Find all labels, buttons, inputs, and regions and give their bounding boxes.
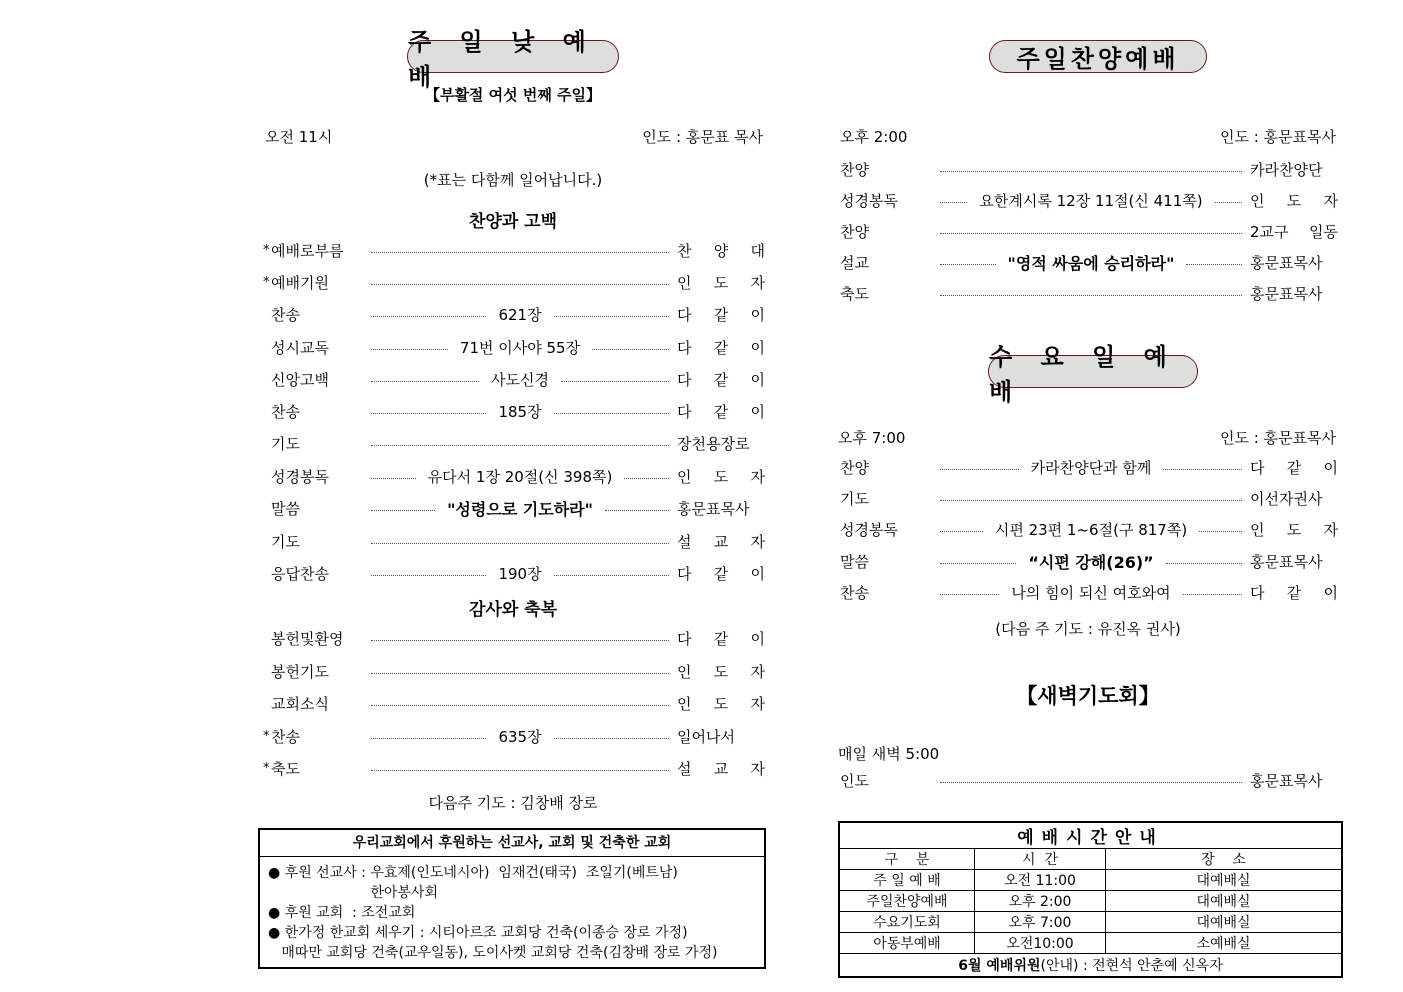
program-row <box>263 530 765 552</box>
schedule-header: 장 소 <box>1106 849 1343 870</box>
dot-leader <box>1163 469 1242 470</box>
praise-time: 오후 2:00 <box>840 128 908 146</box>
program-item-label: 설교 <box>840 253 869 272</box>
program-item-detail: 635장 <box>498 727 542 746</box>
program-item-person: 이선자권사 <box>1250 489 1323 508</box>
program-item-person: 홍문표목사 <box>1250 284 1323 303</box>
wednesday-title: 수 요 일 예 배 <box>988 355 1198 388</box>
schedule-cell: 대예배실 <box>1106 912 1343 933</box>
program-row <box>832 251 1338 273</box>
dot-leader <box>371 252 669 253</box>
dot-leader <box>554 738 669 739</box>
dot-leader <box>561 381 669 382</box>
schedule-cell: 주 일 예 배 <box>839 870 975 891</box>
program-item-person: 다 같 이 <box>1250 583 1338 602</box>
program-item-label: 신앙고백 <box>271 370 329 389</box>
dot-leader <box>940 202 967 203</box>
program-item-label: 기도 <box>840 489 869 508</box>
standing-marker: * <box>263 760 270 776</box>
schedule-cell: 대예배실 <box>1106 891 1343 912</box>
dot-leader <box>554 413 669 414</box>
dot-leader <box>371 316 486 317</box>
praise-time-row <box>840 126 1336 147</box>
program-item-label: 기도 <box>271 532 300 551</box>
program-row <box>263 660 765 682</box>
dot-leader <box>940 563 1016 564</box>
program-item-person: 인 도 자 <box>677 467 766 486</box>
program-row <box>263 239 765 261</box>
schedule-row <box>839 912 1342 933</box>
schedule-row <box>839 933 1342 954</box>
program-item-label: 기도 <box>271 434 300 453</box>
program-item-label: 축도 <box>271 759 300 778</box>
dot-leader <box>371 705 669 706</box>
schedule-footer <box>839 954 1342 978</box>
program-row <box>832 456 1338 478</box>
program-item-person: 다 같 이 <box>677 629 765 648</box>
program-item-label: 응답찬송 <box>271 564 329 583</box>
schedule-header: 시 간 <box>975 849 1106 870</box>
schedule-title: 예배시간안내 <box>839 822 1342 849</box>
next-week-prayer: 다음주 기도 : 김창배 장로 <box>428 794 598 812</box>
schedule-cell: 오전10:00 <box>975 933 1106 954</box>
program-item-person: 설 교 자 <box>677 759 765 778</box>
program-item-label: 찬송 <box>271 727 300 746</box>
program-item-label: 찬송 <box>271 305 300 324</box>
program-item-person: 다 같 이 <box>677 564 765 583</box>
program-item-person: 홍문표목사 <box>1250 253 1323 272</box>
wednesday-time-row <box>838 427 1336 448</box>
program-item-label: 찬양 <box>840 160 869 179</box>
program-item-person: 홍문표목사 <box>1250 771 1323 790</box>
dot-leader <box>1183 594 1242 595</box>
wednesday-next-prayer: (다음 주 기도 : 유진옥 권사) <box>995 620 1181 638</box>
support-line: ● 후원 교회 : 조전교회 <box>268 905 416 921</box>
program-row <box>832 487 1338 509</box>
program-item-person: 인 도 자 <box>677 273 765 292</box>
program-item-person: 홍문표목사 <box>677 499 750 518</box>
schedule-header: 구 분 <box>839 849 975 870</box>
dot-leader <box>1215 202 1242 203</box>
program-item-label: 말씀 <box>271 499 300 518</box>
program-item-label: 축도 <box>840 284 869 303</box>
support-line: ● 한가정 한교회 세우기 : 시티아르조 교회당 건축(이종승 장로 가정) <box>268 925 688 941</box>
dot-leader <box>940 500 1242 501</box>
dot-leader <box>371 673 669 674</box>
program-row <box>832 189 1338 211</box>
program-row <box>263 368 765 390</box>
program-row <box>832 158 1338 180</box>
program-item-detail: 시편 23편 1~6절(구 817쪽) <box>994 520 1188 539</box>
program-item-detail: "성령으로 기도하라" <box>447 499 593 519</box>
program-item-detail: 나의 힘이 되신 여호와여 <box>1011 583 1171 602</box>
sunday-subtitle: 【부활절 여섯 번째 주일】 <box>424 86 602 104</box>
support-line: ● 후원 선교사 : 우효제(인도네시아) 임재건(태국) 조일기(베트남) <box>268 865 678 881</box>
program-item-detail: 카라찬양단과 함께 <box>1030 458 1152 477</box>
program-item-person: 홍문표목사 <box>1250 552 1323 571</box>
program-row <box>263 725 765 747</box>
program-item-person: 다 같 이 <box>677 338 766 357</box>
dot-leader <box>940 782 1242 783</box>
support-line: 한아봉사회 <box>268 885 438 901</box>
program-item-person: 2교구 일동 <box>1250 222 1338 241</box>
program-item-label: 봉헌기도 <box>271 662 329 681</box>
dot-leader <box>371 575 486 576</box>
program-item-person: 찬 양 대 <box>677 241 765 260</box>
program-row <box>263 465 765 487</box>
program-item-detail: "영적 싸움에 승리하라" <box>1007 253 1175 273</box>
program-item-label: 찬송 <box>840 583 869 602</box>
dot-leader <box>1186 264 1242 265</box>
dot-leader <box>371 640 669 641</box>
schedule-cell: 수요기도회 <box>839 912 975 933</box>
program-item-person: 다 같 이 <box>1250 458 1339 477</box>
program-row <box>832 282 1338 304</box>
sunday-time: 오전 11시 <box>265 128 333 146</box>
program-item-person: 설 교 자 <box>677 532 765 551</box>
program-item-person: 인 도 자 <box>1250 520 1339 539</box>
program-row <box>263 271 765 293</box>
program-item-detail: “시편 강해(26)” <box>1028 552 1154 572</box>
schedule-cell: 아동부예배 <box>839 933 975 954</box>
dot-leader <box>940 264 996 265</box>
schedule-cell: 오전 11:00 <box>975 870 1106 891</box>
program-item-detail: 71번 이사야 55장 <box>459 338 581 357</box>
program-item-detail: 요한계시록 12장 11절(신 411쪽) <box>979 191 1203 210</box>
program-item-person: 장천용장로 <box>677 434 750 453</box>
dot-leader <box>605 510 669 511</box>
dot-leader <box>624 478 669 479</box>
program-item-label: 성경봉독 <box>840 191 898 210</box>
program-item-label: 성시교독 <box>271 338 329 357</box>
dot-leader <box>940 531 983 532</box>
dot-leader <box>940 233 1242 234</box>
schedule-row <box>839 891 1342 912</box>
dot-leader <box>371 543 669 544</box>
schedule-row <box>839 870 1342 891</box>
standing-marker: * <box>263 242 270 258</box>
dot-leader <box>371 349 448 350</box>
program-item-label: 말씀 <box>840 552 869 571</box>
program-item-person: 다 같 이 <box>677 370 765 389</box>
program-item-label: 예배로부름 <box>271 241 344 260</box>
sunday-leader: 인도 : 홍문표 목사 <box>642 128 763 146</box>
dot-leader <box>371 413 486 414</box>
program-row <box>263 432 765 454</box>
dot-leader <box>940 295 1242 296</box>
sunday-time-row <box>265 126 763 147</box>
program-row <box>832 769 1338 791</box>
dot-leader <box>371 510 435 511</box>
dot-leader <box>940 594 999 595</box>
program-item-label: 찬송 <box>271 402 300 421</box>
schedule-table <box>838 821 1343 978</box>
program-row <box>263 562 765 584</box>
program-item-person: 인 도 자 <box>677 662 765 681</box>
program-row <box>832 550 1338 572</box>
program-item-person: 인 도 자 <box>1250 191 1339 210</box>
schedule-footer-text: (안내) : 전현석 안춘예 신옥자 <box>1040 958 1223 974</box>
dot-leader <box>371 445 669 446</box>
program-row <box>832 581 1338 603</box>
section-heading-thanks: 감사와 축복 <box>468 600 558 620</box>
support-box <box>258 828 766 969</box>
program-item-label: 교회소식 <box>271 694 329 713</box>
program-item-label: 봉헌및환영 <box>271 629 344 648</box>
program-row <box>263 692 765 714</box>
dot-leader <box>554 575 669 576</box>
program-item-person: 다 같 이 <box>677 305 765 324</box>
program-row <box>832 518 1338 540</box>
schedule-cell: 주일찬양예배 <box>839 891 975 912</box>
sunday-praise-title: 주일찬양예배 <box>989 40 1207 73</box>
standing-marker: * <box>263 728 270 744</box>
wednesday-leader: 인도 : 홍문표목사 <box>1219 429 1336 447</box>
standing-note: (*표는 다함께 일어납니다.) <box>423 171 603 189</box>
schedule-header-row <box>839 849 1342 870</box>
program-item-label: 찬양 <box>840 458 869 477</box>
schedule-cell: 오후 2:00 <box>975 891 1106 912</box>
program-row <box>263 303 765 325</box>
sunday-morning-title: 주 일 낮 예 배 <box>407 40 619 73</box>
dot-leader <box>371 284 669 285</box>
dot-leader <box>371 478 416 479</box>
program-row <box>263 400 765 422</box>
program-item-detail: 185장 <box>498 402 542 421</box>
program-item-detail: 621장 <box>498 305 542 324</box>
program-item-label: 인도 <box>840 771 869 790</box>
program-row <box>263 627 765 649</box>
program-item-detail: 190장 <box>498 564 542 583</box>
program-item-label: 성경봉독 <box>840 520 898 539</box>
program-item-label: 예배기원 <box>271 273 329 292</box>
program-row <box>263 757 765 779</box>
program-item-person: 인 도 자 <box>677 694 765 713</box>
dot-leader <box>371 738 486 739</box>
program-row <box>263 497 765 519</box>
program-item-label: 찬양 <box>840 222 869 241</box>
dot-leader <box>1199 531 1242 532</box>
program-row <box>832 220 1338 242</box>
program-row <box>263 336 765 358</box>
program-item-person: 카라찬양단 <box>1250 160 1323 179</box>
schedule-cell: 대예배실 <box>1106 870 1343 891</box>
dot-leader <box>940 469 1019 470</box>
dot-leader <box>1166 563 1242 564</box>
schedule-cell: 오후 7:00 <box>975 912 1106 933</box>
wednesday-time: 오후 7:00 <box>838 429 906 447</box>
program-item-label: 성경봉독 <box>271 467 329 486</box>
program-item-detail: 유다서 1장 20절(신 398쪽) <box>427 467 613 486</box>
schedule-footer-bold: 6월 예배위원 <box>958 958 1041 974</box>
support-title: 우리교회에서 후원하는 선교사, 교회 및 건축한 교회 <box>260 830 764 857</box>
dawn-time: 매일 새벽 5:00 <box>838 745 940 763</box>
praise-leader: 인도 : 홍문표목사 <box>1219 128 1336 146</box>
schedule-cell: 소예배실 <box>1106 933 1343 954</box>
program-item-person: 다 같 이 <box>677 402 765 421</box>
dot-leader <box>371 381 479 382</box>
dot-leader <box>371 770 669 771</box>
standing-marker: * <box>263 274 270 290</box>
program-item-person: 일어나서 <box>677 727 735 746</box>
support-line: 매따만 교회당 건축(교우일동), 도이사켓 교회당 건축(김창배 장로 가정) <box>268 945 718 961</box>
dawn-title: 【새벽기도회】 <box>1016 684 1160 708</box>
dot-leader <box>940 171 1242 172</box>
section-heading-praise: 찬양과 고백 <box>468 212 558 232</box>
program-item-detail: 사도신경 <box>491 370 549 389</box>
dot-leader <box>592 349 669 350</box>
dot-leader <box>554 316 669 317</box>
